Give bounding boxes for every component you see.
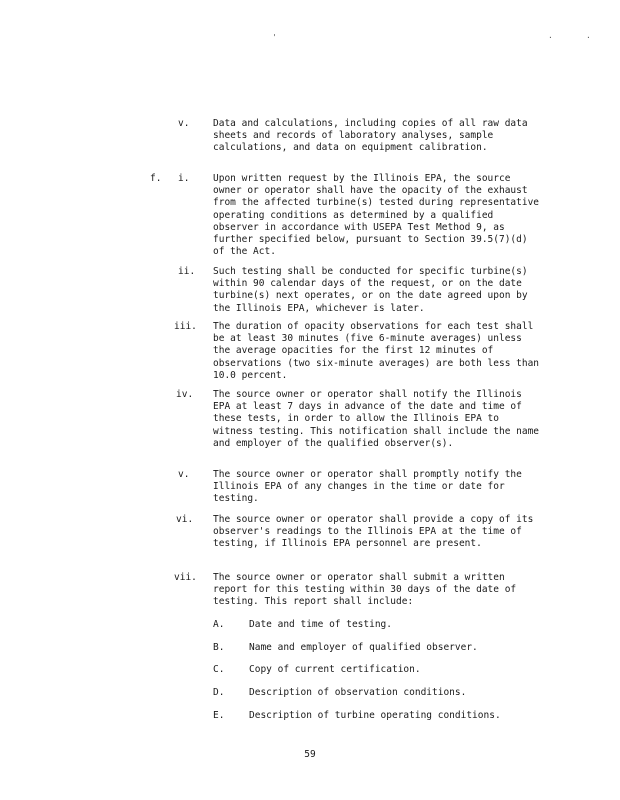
subitem-text: Date and time of testing. [249,619,392,630]
subitem-label: A. [213,619,225,630]
item-text: Upon written request by the Illinois EPA, the source owner or operator shall have the opacity of the exhaust from the affected turbine(s) tested during representative operating conditions as determined by a qualified observer in accordance with USEPA Test Method 9, as further specified below, pursuant to Section 39.5(7)(d) of the Act. [213,173,540,258]
subitem-text: Name and employer of qualified observer. [249,642,478,653]
scan-mark: ' [272,33,277,42]
section-letter: f. [150,173,162,184]
subitem-text: Description of turbine operating conditions. [249,710,501,721]
item-number: iii. [174,321,197,332]
item-text: Such testing shall be conducted for specific turbine(s) within 90 calendar days of the request, or on the date turbine(s) next operates, or on the date agreed upon by the Illinois EPA, whichever is later. [213,266,528,314]
subitem-label: C. [213,664,225,675]
item-number: iv. [176,389,194,400]
item-text: Data and calculations, including copies of all raw data sheets and records of laboratory analyses, sample calculations, and data on equipment calibration. [213,118,528,154]
subitem-label: E. [213,710,225,721]
scan-mark: . [548,31,553,40]
subitem-text: Description of observation conditions. [249,687,467,698]
item-text: The source owner or operator shall provide a copy of its observer's readings to the Illinois EPA at the time of testing, if Illinois EPA personnel are present. [213,514,534,550]
item-number: vi. [176,514,194,525]
subitem-text: Copy of current certification. [249,664,421,675]
page-number: 59 [304,749,316,760]
item-number: v. [178,469,190,480]
item-number: ii. [178,266,196,277]
subitem-label: B. [213,642,225,653]
item-number: vii. [174,572,197,583]
item-text: The source owner or operator shall promptly notify the Illinois EPA of any changes in the time or date for testing. [213,469,522,505]
item-text: The source owner or operator shall notify the Illinois EPA at least 7 days in advance of the date and time of these tests, in order to allow the Illinois EPA to witness testing. This notification shall include the name and employer of the qualified observer(s). [213,389,540,449]
item-text: The source owner or operator shall submit a written report for this testing within 30 days of the date of testing. This report shall include: [213,572,517,608]
scan-mark: . [586,31,591,40]
subitem-label: D. [213,687,225,698]
item-number: i. [178,173,190,184]
item-text: The duration of opacity observations for each test shall be at least 30 minutes (five 6-minute averages) unless the average opacities for the first 12 minutes of observations (two six-minute averages) are both less than 10.0 percent. [213,321,540,381]
item-number: v. [178,118,190,129]
